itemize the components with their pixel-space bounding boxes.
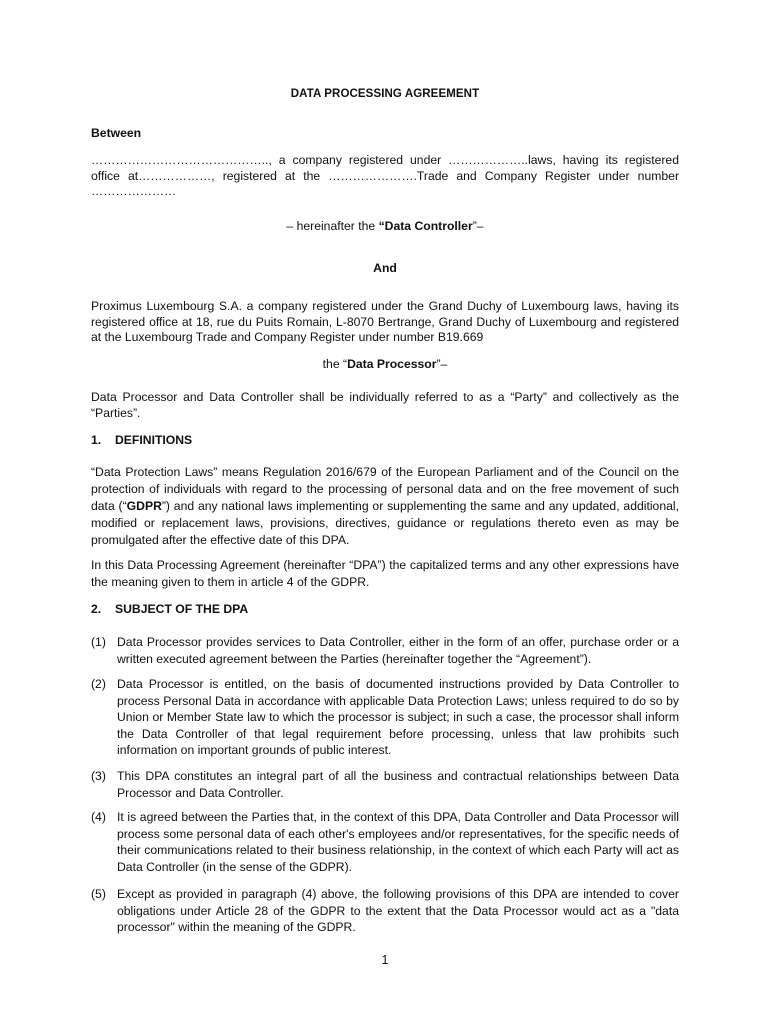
clause-text: It is agreed between the Parties that, in the context of this DPA, Data Controller and Data Processor will process some personal data of each other's employees and/or representatives, for the specific needs of their communications related to their business relationship, in the context of which each Party will act as Data Controller (in the sense of the GDPR). (117, 810, 679, 874)
clause-number: (1) (91, 635, 106, 649)
clause-text: This DPA constitutes an integral part of all the business and contractual relationships between Data Processor and Data Controller. (117, 769, 679, 800)
clause-number: (5) (91, 887, 106, 901)
def-post: ”) and any national laws implementing or supplementing the same and any updated, additional, modified or replacement laws, provisions, directives, guidance or regulations thereto even as may be promulgated after the effective date of this DPA. (91, 499, 679, 547)
processor-def-post: ”– (436, 357, 448, 371)
section-2-title: SUBJECT OF THE DPA (115, 602, 249, 616)
controller-def-pre: – hereinafter the (286, 219, 379, 233)
between-label: Between (91, 126, 142, 140)
clause-number: (4) (91, 810, 106, 824)
clause-number: (3) (91, 769, 106, 783)
and-label: And (373, 261, 397, 275)
clause-5 (91, 886, 679, 936)
def-bold: GDPR (126, 499, 162, 513)
controller-definition (91, 219, 679, 235)
clause-number: (2) (91, 677, 106, 691)
section-2-number: 2. (91, 602, 102, 616)
section-2-heading (91, 602, 679, 618)
clause-text: Except as provided in paragraph (4) above, the following provisions of this DPA are intended to cover obligations under Article 28 of the GDPR to the extent that the Data Processor would act as a "data processor" within the meaning of the GDPR. (117, 887, 679, 934)
section-1-heading (91, 433, 679, 449)
processor-description: Proximus Luxembourg S.A. a company registered under the Grand Duchy of Luxembourg laws, having its registered office at 18, rue du Puits Romain, L-8070 Bertrange, Grand Duchy of Luxembourg and registered at the Luxembourg Trade and Company Register under number B19.669 (91, 299, 679, 344)
page-number: 1 (381, 953, 389, 967)
processor-def-pre: the “ (322, 357, 348, 371)
definition-paragraph-2: In this Data Processing Agreement (hereinafter “DPA”) the capitalized terms and any other expressions have the meaning given to them in article 4 of the GDPR. (91, 558, 679, 589)
clause-text: Data Processor provides services to Data Controller, either in the form of an offer, purchase order or a written executed agreement between the Parties (hereinafter together the “Agreement”). (117, 635, 679, 666)
section-1-number: 1. (91, 433, 102, 447)
definition-paragraph (91, 464, 679, 549)
document-title: DATA PROCESSING AGREEMENT (290, 88, 480, 100)
section-1-title: DEFINITIONS (115, 433, 193, 447)
clause-1 (91, 634, 679, 667)
clause-4 (91, 809, 679, 875)
controller-def-bold: “Data Controller (378, 219, 473, 233)
clause-2 (91, 676, 679, 759)
parties-text: Data Processor and Data Controller shall be individually referred to as a “Party” and collectively as the “Parties”. (91, 390, 679, 420)
processor-def-bold: Data Processor (347, 357, 437, 371)
clause-text: Data Processor is entitled, on the basis of documented instructions provided by Data Controller to process Personal Data in accordance with applicable Data Protection Laws; unless required to do so by Union or Member State law to which the processor is subject; in such a case, the processor shall inform the Data Controller of that legal requirement before processing, unless that law prohibits such information on important grounds of public interest. (117, 677, 679, 757)
controller-def-post: ”– (472, 219, 484, 233)
processor-definition (91, 357, 679, 373)
def-pre: “Data Protection Laws” means Regulation 2016/679 of the European Parliament and of the Council on the protection of individuals with regard to the processing of personal data and on the free movement of such data (“ (91, 465, 679, 513)
controller-blank-details: …………………………………….., a company registered under ………………..laws, having its registered office at………………, registered at the ………………….Trade and Company Register under number ………………… (91, 153, 679, 198)
clause-3 (91, 768, 679, 801)
